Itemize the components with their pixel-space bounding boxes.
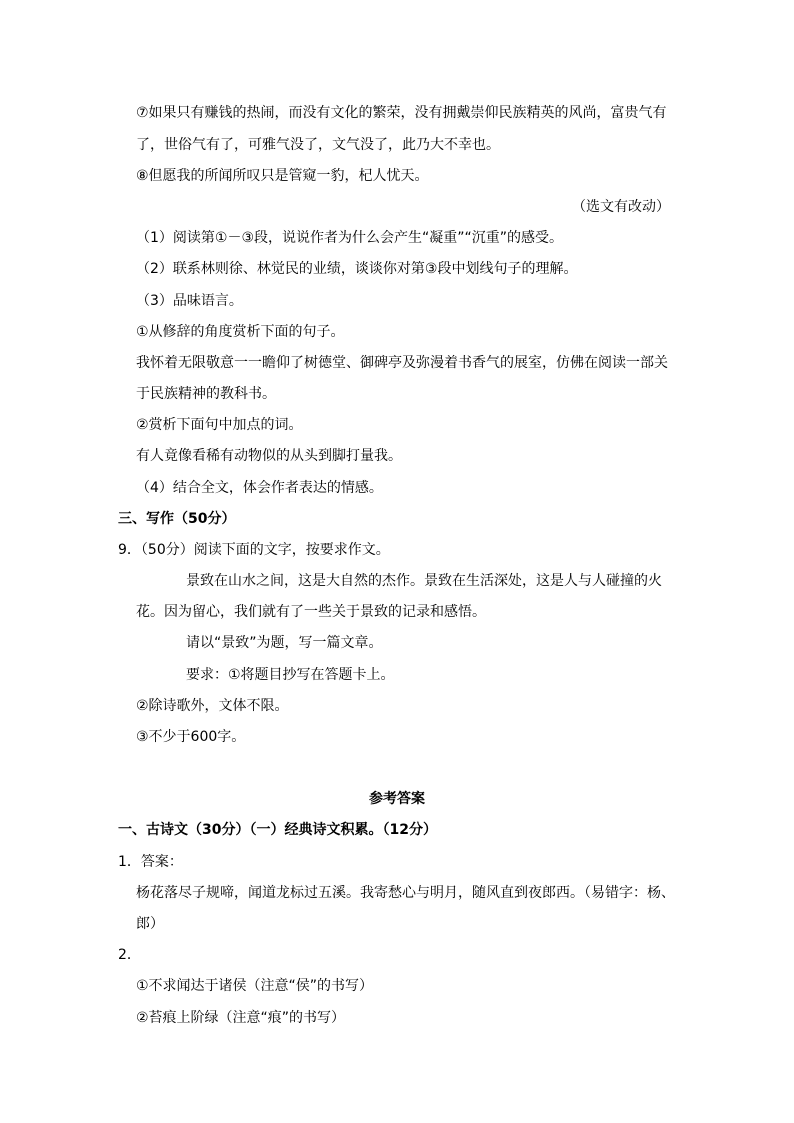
writing-prompt-line-1: 景致在山水之间，这是大自然的杰作。景致在生活深处，这是人与人碰撞的火: [186, 573, 662, 589]
question-3: （3）品味语言。: [136, 293, 243, 309]
question-3-sub-2: ②赏析下面句中加点的词。: [136, 417, 303, 433]
question-4: （4）结合全文，体会作者表达的情感。: [136, 480, 383, 496]
question-3-sub-2-sentence: 有人竟像看稀有动物似的从头到脚打量我。: [136, 448, 402, 464]
answer-1-label: 1．答案：: [118, 854, 183, 870]
question-2: （2）联系林则徐、林觉民的业绩，谈谈你对第③段中划线句子的理解。: [136, 261, 578, 277]
answers-section-1-title: 一、古诗文（30分）（一）经典诗文积累。（12分）: [118, 822, 437, 838]
answer-1-line-1: 杨花落尽子规啼，闻道龙标过五溪。我寄愁心与明月，随风直到夜郎西。（易错字：杨、: [136, 885, 675, 901]
passage-paragraph-8: ⑧但愿我的所闻所叹只是管窥一豹，杞人忧天。: [136, 168, 429, 184]
writing-section-title: 三、写作（50分）: [118, 511, 236, 527]
writing-requirement-1: 要求：①将题目抄写在答题卡上。: [186, 667, 395, 683]
answer-1-line-2: 郎）: [136, 916, 164, 932]
answer-2-item-1: ①不求闻达于诸侯（注意“侯”的书写）: [136, 978, 374, 994]
passage-paragraph-7-line-1: ⑦如果只有赚钱的热闹，而没有文化的繁荣，没有拥戴崇仰民族精英的风尚，富贵气有: [136, 105, 667, 121]
writing-requirement-2: ②除诗歌外，文体不限。: [136, 698, 289, 714]
question-9-header: 9．（50分）阅读下面的文字，按要求作文。: [118, 542, 390, 558]
answer-2-item-2: ②苔痕上阶绿（注意“痕”的书写）: [136, 1010, 346, 1026]
writing-instruction: 请以“景致”为题，写一篇文章。: [186, 635, 383, 651]
answers-title: 参考答案: [369, 791, 425, 807]
source-note: （选文有改动）: [572, 199, 670, 215]
answer-2-label: 2．: [118, 947, 141, 963]
passage-paragraph-7-line-2: 了，世俗气有了，可雅气没了，文气没了，此乃大不幸也。: [136, 137, 500, 153]
writing-prompt-line-2: 花。因为留心，我们就有了一些关于景致的记录和感悟。: [136, 604, 486, 620]
question-3-sub-1: ①从修辞的角度赏析下面的句子。: [136, 324, 345, 340]
writing-requirement-3: ③不少于600字。: [136, 729, 246, 745]
question-1: （1）阅读第①－③段，说说作者为什么会产生“凝重”“沉重”的感受。: [136, 230, 564, 246]
question-3-sentence-line-2: 于民族精神的教科书。: [136, 386, 276, 402]
question-3-sentence-line-1: 我怀着无限敬意一一瞻仰了树德堂、御碑亭及弥漫着书香气的展室，仿佛在阅读一部关: [136, 355, 668, 371]
